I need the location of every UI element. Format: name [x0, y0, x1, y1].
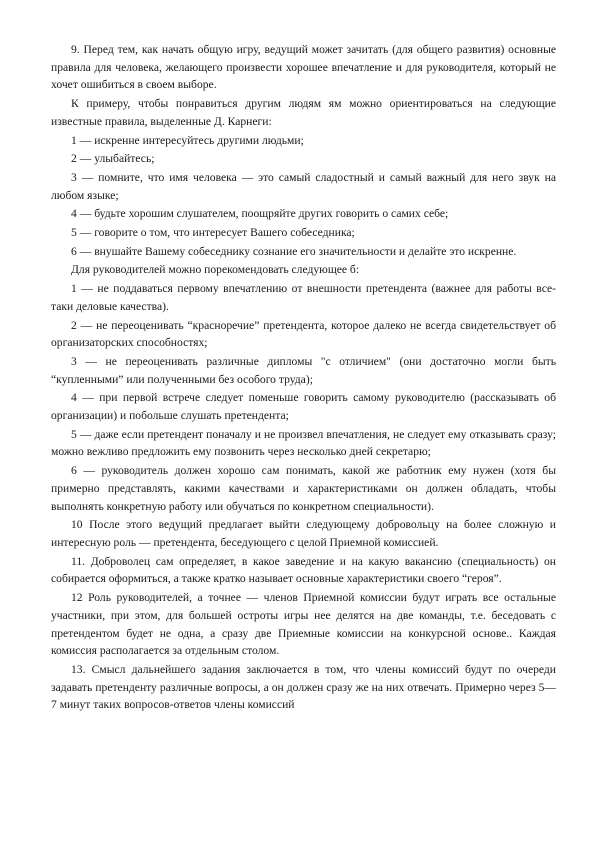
list-item-carnegie-1: 1 — искренне интересуйтесь другими людьми; — [71, 133, 304, 147]
document-page — [51, 41, 556, 715]
list-item-carnegie-2: 2 — улыбайтесь; — [71, 152, 155, 166]
list-item-managers-2: 2 — не переоценивать “красноречие” претендента, которое далеко не всегда свидетельствует об организаторских способностях; — [51, 318, 556, 350]
list-item-carnegie-5: 5 — говорите о том, что интересует Вашего собеседника; — [71, 226, 355, 240]
paragraph-rule-9: 9. Перед тем, как начать общую игру, ведущий может зачитать (для общего развития) основные правила для человека, желающего произвести хорошее впечатление и для руководителя, который не хочет ошибиться в своем выборе. — [51, 43, 556, 92]
paragraph-rule-11: 11. Доброволец сам определяет, в какое заведение и на какую вакансию (специальность) он собирается оформиться, а также кратко называет основные характеристики своего “героя”. — [51, 554, 556, 586]
list-item-managers-3: 3 — не переоценивать различные дипломы "с отличием" (они достаточно могли быть “купленными” или полученными без особого труда); — [51, 354, 556, 386]
paragraph-carnegie-intro: К примеру, чтобы понравиться другим людям ям можно ориентироваться на следующие известные правила, выделенные Д. Карнеги: — [51, 97, 556, 128]
paragraph-rule-10: 10 После этого ведущий предлагает выйти следующему добровольцу на более сложную и интересную роль — претендента, беседующего с целой Приемной комиссией. — [51, 518, 556, 549]
paragraph-rule-13: 13. Смысл дальнейшего задания заключается в том, что члены комиссий будут по очереди задавать претенденту различные вопросы, а он должен сразу же на них отвечать. Примерно через 5—7 минут таких вопросов-ответов члены комиссий — [51, 662, 556, 712]
list-item-carnegie-4: 4 — будьте хорошим слушателем, поощряйте других говорить о самих себе; — [71, 207, 449, 221]
list-item-carnegie-3: 3 — помните, что имя человека — это самый сладостный и самый важный для него звук на любом языке; — [51, 170, 556, 202]
list-item-managers-1: 1 — не поддаваться первому впечатлению от внешности претендента (важнее для работы все-таки деловые качества). — [51, 282, 556, 313]
list-item-managers-6: 6 — руководитель должен хорошо сам понимать, какой же работник ему нужен (хотя бы примерно представлять, какими качествами и характеристиками он должен обладать, чтобы выполнять конкретную работу или обучаться по конкретном специальности). — [51, 464, 556, 513]
list-item-managers-5: 5 — даже если претендент поначалу и не произвел впечатления, не следует ему отказывать сразу; можно вежливо предложить ему позвонить через несколько дней секретарю; — [51, 427, 556, 459]
list-item-managers-4: 4 — при первой встрече следует поменьше говорить самому руководителю (рассказывать об организации) и побольше слушать претендента; — [51, 391, 556, 423]
list-item-carnegie-6: 6 — внушайте Вашему собеседнику сознание его значительности и делайте это искренне. — [71, 244, 517, 258]
paragraph-rule-12: 12 Роль руководителей, а точнее — членов Приемной комиссии будут играть все остальные участники, при этом, для большей остроты игры нее делятся на две команды, т.е. беседовать с претендентом будет не одна, а сразу две Приемные комиссии на конкурсной основе.. Каждая комиссия располагается за отдельным столом. — [51, 591, 556, 658]
paragraph-managers-intro: Для руководителей можно порекомендовать следующее б: — [71, 263, 360, 277]
